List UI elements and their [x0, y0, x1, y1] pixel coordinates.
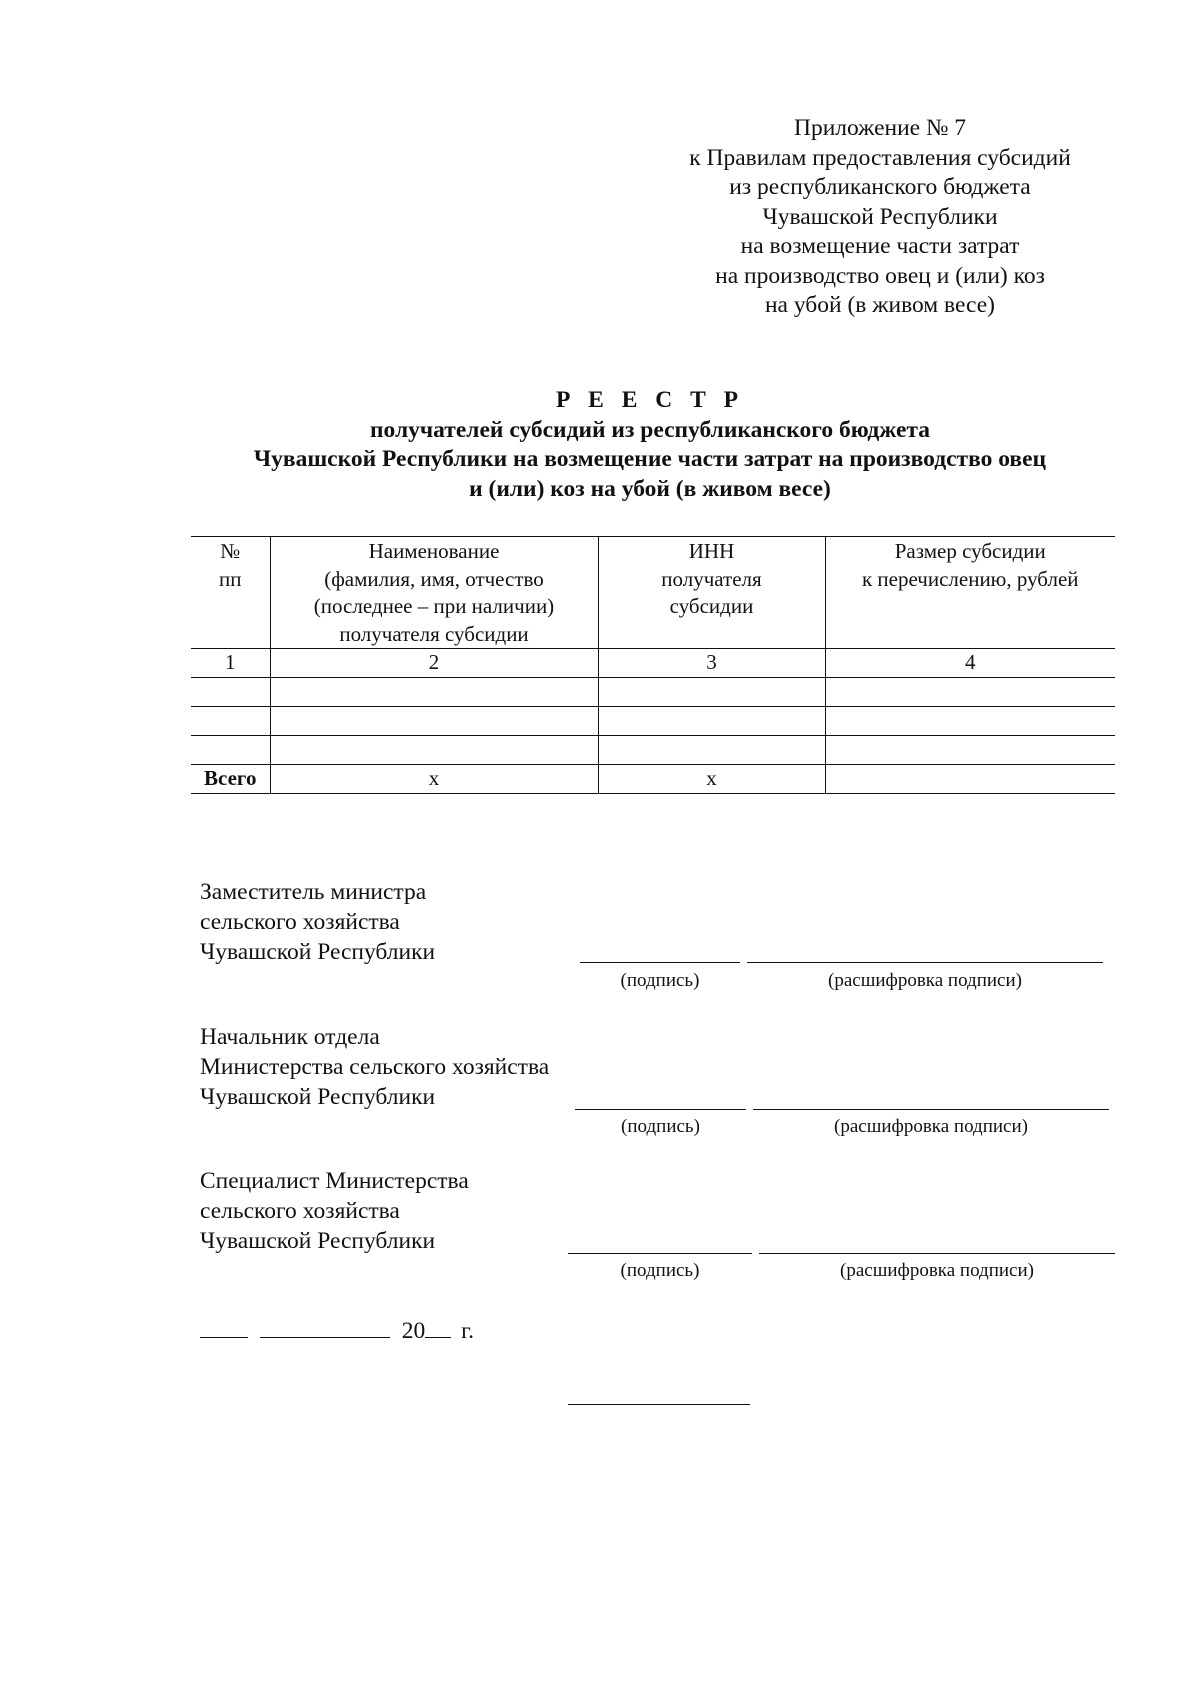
signature-line [580, 962, 740, 963]
day-blank [200, 1315, 248, 1338]
signature-block-department-head [200, 1022, 1140, 1142]
appendix-line: Чувашской Республики [762, 203, 998, 230]
title-line: и (или) коз на убой (в живом весе) [469, 475, 831, 502]
total-cell-amount [825, 765, 1115, 794]
header-cell-name: Наименование (фамилия, имя, отчество (последнее – при наличии) получателя субсидии [270, 537, 598, 649]
column-number-row [191, 649, 1115, 678]
table-cell [191, 736, 270, 765]
decode-line [747, 962, 1103, 963]
decode-caption: (расшифровка подписи) [834, 1116, 1028, 1137]
table-row [191, 736, 1115, 765]
month-blank [260, 1315, 390, 1338]
column-number: 1 [191, 649, 270, 678]
year-blank [425, 1315, 451, 1338]
table-header-row [191, 537, 1115, 649]
appendix-line: на производство овец и (или) коз [715, 262, 1045, 289]
signature-line [568, 1253, 752, 1254]
column-number: 2 [270, 649, 598, 678]
total-cell-inn: х [598, 765, 825, 794]
appendix-header [640, 114, 1120, 321]
table-cell [825, 707, 1115, 736]
signature-caption: (подпись) [621, 1116, 700, 1137]
column-number: 3 [598, 649, 825, 678]
position-title: Специалист Министерства сельского хозяйства Чувашской Республики [200, 1168, 469, 1254]
appendix-line: Приложение № 7 [793, 115, 967, 141]
total-cell-name: х [270, 765, 598, 794]
year-prefix: 20 [401, 1318, 426, 1344]
table-cell [825, 736, 1115, 765]
total-row [191, 765, 1115, 794]
signature-block-deputy-minister [200, 877, 1140, 997]
date-line [200, 1315, 474, 1346]
table-cell [598, 678, 825, 707]
title-line: Чувашской Республики на возмещение части затрат на производство овец [253, 446, 1047, 472]
signature-caption: (подпись) [620, 970, 700, 991]
header-cell-inn: ИНН получателя субсидии [598, 537, 825, 649]
header-cell-amount: Размер субсидии к перечислению, рублей [825, 537, 1115, 649]
end-separator-line [568, 1404, 750, 1405]
decode-caption: (расшифровка подписи) [840, 1260, 1034, 1281]
table-cell [598, 707, 825, 736]
table-row [191, 678, 1115, 707]
column-number: 4 [825, 649, 1115, 678]
document-title [150, 386, 1150, 504]
signature-caption: (подпись) [620, 1260, 700, 1281]
title-line: получателей субсидий из республиканского бюджета [370, 416, 930, 443]
table-cell [270, 736, 598, 765]
table-row [191, 707, 1115, 736]
table-cell [191, 707, 270, 736]
total-label: Всего [191, 765, 270, 794]
appendix-line: из республиканского бюджета [729, 174, 1031, 200]
decode-line [753, 1109, 1109, 1110]
appendix-line: на убой (в живом весе) [764, 292, 996, 318]
appendix-line: на возмещение части затрат [740, 233, 1020, 259]
table-cell [270, 707, 598, 736]
table-cell [191, 678, 270, 707]
table-cell [825, 678, 1115, 707]
signature-block-specialist [200, 1166, 1140, 1286]
header-cell-number: № пп [191, 537, 270, 649]
register-table [191, 536, 1115, 794]
signature-line [575, 1109, 746, 1110]
decode-caption: (расшифровка подписи) [828, 970, 1022, 991]
position-title: Заместитель министра сельского хозяйства Чувашской Республики [200, 879, 436, 965]
title-heading: Р Е Е С Т Р [555, 387, 745, 413]
year-suffix: г. [461, 1318, 474, 1344]
decode-line [759, 1253, 1115, 1254]
position-title: Начальник отдела Министерства сельского хозяйства Чувашской Республики [200, 1024, 550, 1110]
table-cell [598, 736, 825, 765]
appendix-line: к Правилам предоставления субсидий [689, 144, 1071, 171]
table-cell [270, 678, 598, 707]
